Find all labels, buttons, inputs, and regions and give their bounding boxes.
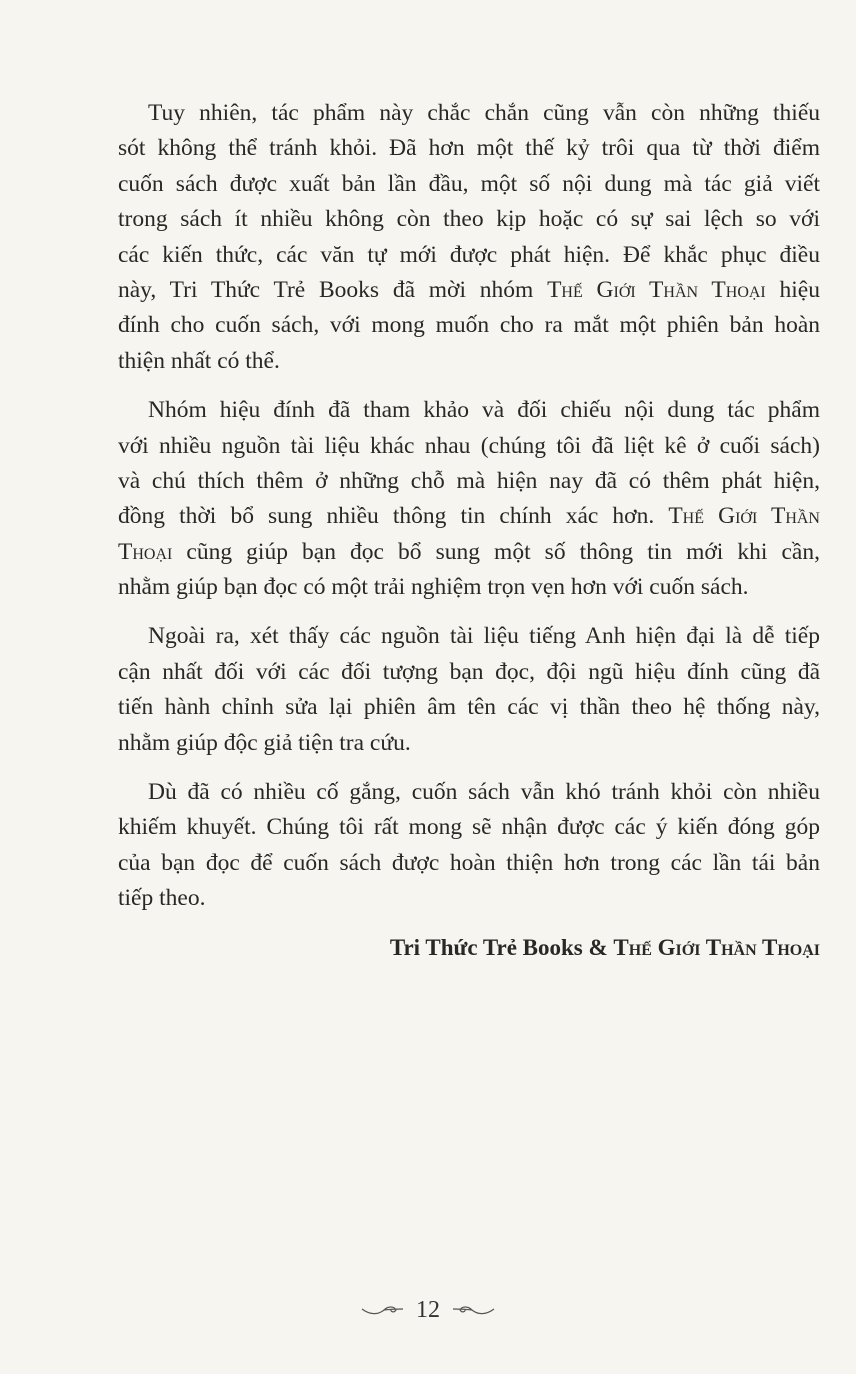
text-line [118, 96, 820, 131]
paragraph [118, 619, 820, 761]
text-line [118, 167, 820, 202]
text-line [118, 846, 820, 881]
text-segment: đồng thời bổ sung nhiều thông tin chính xác hơn. [118, 503, 669, 530]
text-segment: hiệu [765, 276, 820, 303]
signature [390, 930, 820, 965]
text-line [118, 131, 820, 166]
text-segment: Tuy nhiên, tác phẩm này chắc chắn cũng vẫn còn những thiếu [148, 100, 820, 126]
text-segment: Ngoài ra, xét thấy các nguồn tài liệu tiếng Anh hiện đại là dễ tiếp [148, 623, 820, 650]
text-line [118, 464, 820, 499]
paragraph [118, 393, 820, 605]
signature-publisher: Tri Thức Trẻ Books & [389, 935, 614, 960]
text-segment: nhằm giúp độc giả tiện tra cứu. [118, 729, 411, 756]
text-segment: trong sách ít nhiều không còn theo kịp hoặc có sự sai lệch so với [118, 206, 820, 233]
small-caps-text: Thoại [118, 538, 173, 565]
text-line [118, 726, 820, 761]
text-segment: Nhóm hiệu đính đã tham khảo và đối chiếu nội dung tác phẩm [148, 397, 820, 424]
text-line [118, 655, 820, 690]
text-segment: này, Tri Thức Trẻ Books đã mời nhóm [118, 276, 548, 303]
text-line [118, 499, 820, 534]
text-segment: cũng giúp bạn đọc bổ sung một số thông tin mới khi cần, [172, 538, 820, 565]
text-line [118, 619, 820, 654]
text-line [118, 393, 820, 428]
page-number: 12 [416, 1296, 440, 1323]
paragraph [118, 775, 820, 917]
text-segment: với nhiều nguồn tài liệu khác nhau (chúng tôi đã liệt kê ở cuối sách) [118, 432, 820, 459]
text-segment: và chú thích thêm ở những chỗ mà hiện nay đã có thêm phát hiện, [118, 467, 820, 494]
page-folio [0, 1296, 856, 1324]
text-line [118, 810, 820, 845]
small-caps-text: Thế Giới Thần Thoại [547, 276, 766, 303]
text-segment: Dù đã có nhiều cố gắng, cuốn sách vẫn khó tránh khỏi còn nhiều [148, 779, 820, 806]
text-segment: cuốn sách được xuất bản lần đầu, một số nội dung mà tác giả viết [118, 170, 820, 197]
paragraph [118, 96, 820, 379]
flourish-right-icon [452, 1303, 496, 1317]
text-line [118, 570, 820, 605]
text-line [118, 344, 820, 379]
text-line [118, 535, 820, 570]
text-segment: thiện nhất có thể. [118, 347, 280, 374]
signature-group: Thế Giới Thần Thoại [613, 935, 820, 960]
text-line [118, 881, 820, 916]
text-line [118, 690, 820, 725]
text-segment: khiếm khuyết. Chúng tôi rất mong sẽ nhận được các ý kiến đóng góp [118, 814, 820, 841]
text-line [118, 775, 820, 810]
text-segment: sót không thể tránh khỏi. Đã hơn một thế kỷ trôi qua từ thời điểm [118, 135, 820, 162]
small-caps-text: Thế Giới Thần [668, 503, 820, 530]
text-segment: nhằm giúp bạn đọc có một trải nghiệm trọn vẹn hơn với cuốn sách. [118, 574, 749, 601]
text-line [118, 273, 820, 308]
text-line [118, 308, 820, 343]
flourish-left-icon [360, 1303, 404, 1317]
text-segment: tiến hành chỉnh sửa lại phiên âm tên các vị thần theo hệ thống này, [118, 694, 820, 721]
text-segment: đính cho cuốn sách, với mong muốn cho ra mắt một phiên bản hoàn [118, 312, 820, 339]
text-segment: cận nhất đối với các đối tượng bạn đọc, đội ngũ hiệu đính cũng đã [118, 658, 820, 685]
text-segment: các kiến thức, các văn tự mới được phát hiện. Để khắc phục điều [118, 241, 820, 268]
text-segment: tiếp theo. [118, 885, 206, 912]
text-line [118, 202, 820, 237]
text-line [118, 429, 820, 464]
text-line [118, 238, 820, 273]
body-text [118, 96, 820, 931]
text-segment: của bạn đọc để cuốn sách được hoàn thiện hơn trong các lần tái bản [118, 849, 820, 876]
